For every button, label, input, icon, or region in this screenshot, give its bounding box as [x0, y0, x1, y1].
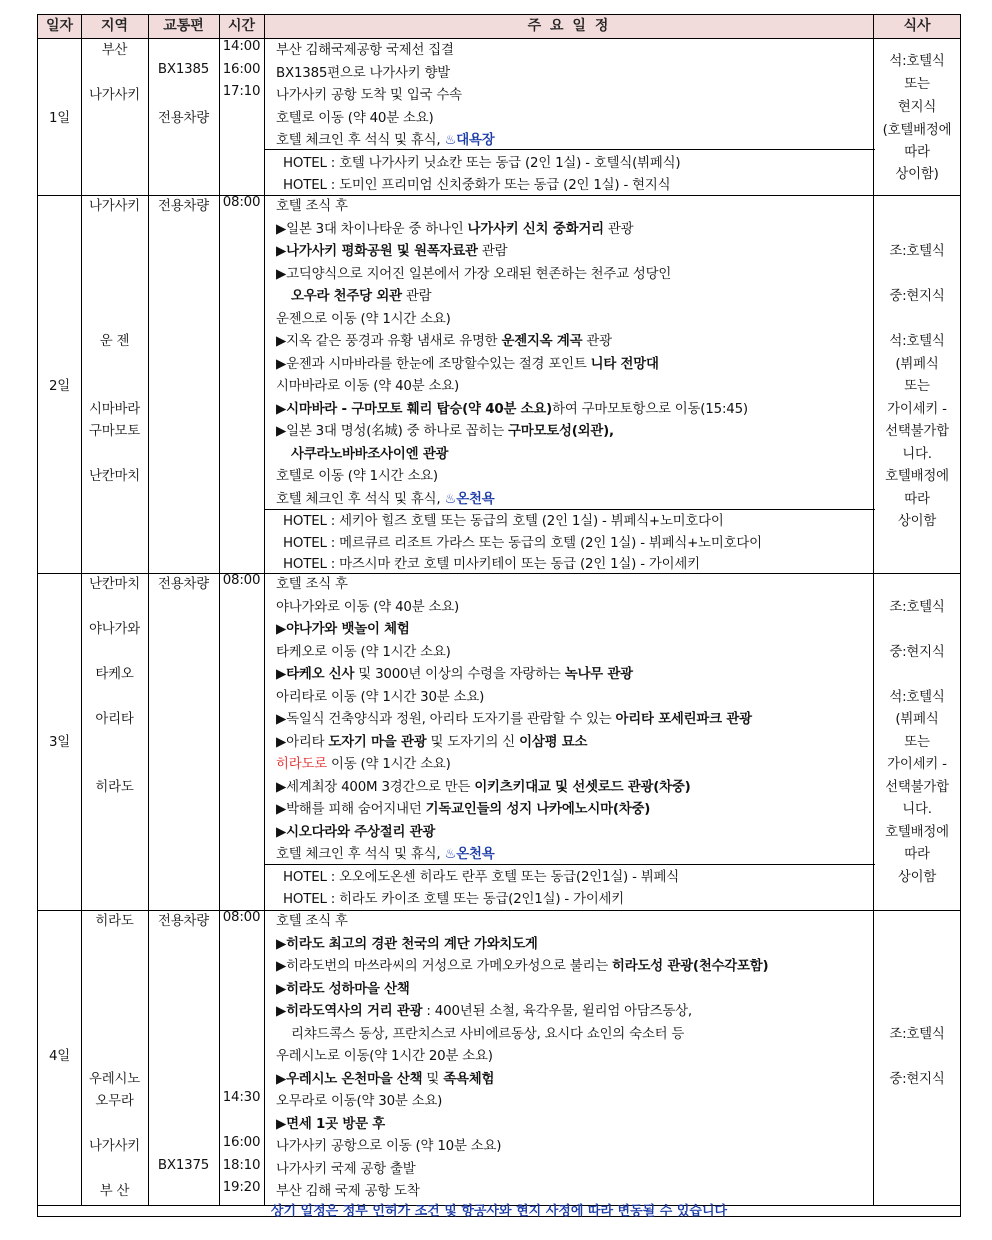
highlight-text: 도자기 마을 관광 [328, 735, 427, 750]
region: 부 산 [99, 1184, 130, 1199]
schedule-line: 호텔로 이동 (약 40분 소요) [276, 111, 434, 126]
meal: 가이세키 - [887, 757, 947, 772]
meal: 선택불가합 [885, 424, 949, 439]
region: 히라도 [95, 780, 134, 795]
highlight-text: 이삼평 묘소 [519, 735, 588, 750]
meal: (뷔페식 [895, 357, 939, 372]
time: 08:00 [222, 195, 261, 210]
schedule-line [276, 129, 495, 148]
meal: 중:현지식 [889, 1072, 945, 1087]
day-row-3 [38, 573, 960, 911]
schedule-text: ▶아리타 [276, 735, 329, 750]
meal: 중:현지식 [889, 289, 945, 304]
schedule-line: 사쿠라노바바조사이엔 관광 [291, 447, 449, 462]
schedule-text: : 400년된 소철, 육각우물, 윌리엄 아담즈동상, [422, 1004, 692, 1019]
hotel-option: HOTEL : 마즈시마 칸코 호텔 미사키테이 또는 동급 (2인 1실) - 가이세키 [283, 557, 700, 572]
header-schedule: 주 요 일 정 [527, 18, 611, 34]
region: 우레시노 [89, 1072, 140, 1087]
schedule-line [276, 731, 587, 750]
schedule-line [276, 353, 659, 372]
day-row-1 [38, 39, 960, 196]
spa-badge: ♨온천욕 [444, 492, 495, 507]
header-time: 시간 [227, 18, 256, 34]
schedule-line: 호텔로 이동 (약 1시간 소요) [276, 469, 438, 484]
disclaimer-footer: 상기 일정은 정부 인허가 조건 및 항공사와 현지 사정에 따라 변동될 수 있습니다 [38, 1205, 960, 1218]
schedule-line: 나가사키 국제 공항 출발 [276, 1162, 416, 1177]
meal: 또는 [904, 379, 930, 394]
schedule-line [276, 488, 495, 507]
schedule-line [276, 1068, 494, 1087]
region: 구마모토 [89, 424, 140, 439]
schedule-line: 부산 김해 국제 공항 도착 [276, 1184, 420, 1199]
spa-badge: ♨대욕장 [444, 133, 495, 148]
meal: 상이함 [897, 870, 937, 885]
header-transport: 교통편 [163, 18, 204, 34]
region: 오무라 [95, 1094, 134, 1109]
schedule-text: 및 3000년 이상의 수령을 자랑하는 [354, 667, 565, 682]
region: 난칸마치 [89, 577, 140, 592]
meal: 니다. [902, 447, 932, 462]
meal: 따라 [904, 145, 930, 160]
schedule-text: ▶일본 3대 명성(名城) 중 하나로 꼽히는 [276, 424, 509, 439]
transport: BX1385 [157, 62, 210, 77]
header-day: 일자 [45, 18, 74, 34]
schedule-line: 타케오로 이동 (약 1시간 소요) [276, 645, 451, 660]
schedule-line: ▶고딕양식으로 지어진 일본에서 가장 오래된 현존하는 천주교 성당인 [276, 267, 672, 282]
transport: 전용차량 [158, 111, 209, 126]
schedule-text: 호텔 체크인 후 석식 및 휴식, [276, 492, 445, 507]
meal: 호텔배정에 [885, 469, 949, 484]
hotel-option: HOTEL : 히라도 카이조 호텔 또는 동급(2인1실) - 가이세키 [283, 892, 625, 907]
highlight-text: ▶시마바라 - 구마모토 훼리 탑승(약 40분 소요) [276, 402, 553, 417]
schedule-text: 관람 [401, 289, 432, 304]
region: 나가사키 [89, 1139, 140, 1154]
schedule-text: 관광 [603, 222, 634, 237]
schedule-text: 및 [422, 1072, 444, 1087]
hotel-option: HOTEL : 메르큐르 리조트 가라스 또는 동급의 호텔 (2인 1실) - 뷔페식+노미호다이 [283, 536, 762, 551]
schedule-text: 하여 구마모토항으로 이동(15:45) [552, 402, 748, 417]
schedule-text: ▶박해를 피해 숨어지내던 [276, 802, 426, 817]
meal: 석:호텔식 [889, 334, 945, 349]
schedule-text: 호텔 체크인 후 석식 및 휴식, [276, 133, 445, 148]
schedule-text: ▶일본 3대 차이나타운 중 하나인 [276, 222, 468, 237]
schedule-line [276, 708, 752, 727]
schedule-line: 나가사키 공항으로 이동 (약 10분 소요) [276, 1139, 502, 1154]
schedule-text: 및 도자기의 신 [426, 735, 520, 750]
schedule-text: 이동 (약 1시간 소요) [326, 757, 451, 772]
schedule-line: BX1385편으로 나가사키 향발 [276, 66, 450, 81]
time: 14:00 [222, 39, 261, 54]
schedule-line [291, 285, 431, 304]
schedule-text: 관광 [582, 334, 612, 349]
hotel-divider [265, 864, 875, 865]
region: 히라도 [95, 914, 134, 929]
time: 19:20 [222, 1180, 261, 1195]
schedule-line [276, 398, 748, 417]
hotel-option: HOTEL : 호텔 나가사키 닛쇼칸 또는 동급 (2인 1실) - 호텔식(뷔페식) [283, 156, 681, 171]
highlight-text: ▶우레시노 온천마을 산책 [276, 1072, 423, 1087]
highlight-text: 녹나무 관광 [564, 667, 633, 682]
transport: 전용차량 [158, 199, 209, 214]
schedule-line: ▶히라도 최고의 경관 천국의 계단 가와치도게 [276, 937, 538, 952]
hotel-option: HOTEL : 오오에도온센 히라도 란푸 호텔 또는 동급(2인1실) - 뷔페식 [283, 870, 680, 885]
day-label: 4일 [48, 1049, 71, 1064]
transport: BX1375 [157, 1158, 210, 1173]
meal: 또는 [904, 735, 930, 750]
meal: 상이함) [895, 167, 939, 182]
spa-badge: ♨온천욕 [444, 847, 495, 862]
highlight-text: 나가사키 신치 중화거리 [467, 222, 604, 237]
schedule-line: 운젠으로 이동 (약 1시간 소요) [276, 312, 451, 327]
transport: 전용차량 [158, 577, 209, 592]
schedule-line [276, 753, 451, 772]
day-label: 3일 [48, 735, 71, 750]
schedule-line [276, 330, 612, 349]
day-label: 2일 [48, 379, 71, 394]
meal: 석:호텔식 [889, 690, 945, 705]
meal: 중:현지식 [889, 645, 945, 660]
schedule-line: 나가사키 공항 도착 및 입국 수속 [276, 88, 462, 103]
schedule-line [276, 776, 691, 795]
schedule-line: 리챠드콕스 동상, 프란치스코 사비에르동상, 요시다 쇼인의 숙소터 등 [291, 1027, 685, 1042]
schedule-line [276, 955, 768, 974]
time: 18:10 [222, 1158, 261, 1173]
highlight-text: 족욕체험 [443, 1072, 495, 1087]
schedule-line: 우레시노로 이동(약 1시간 20분 소요) [276, 1049, 493, 1064]
meal: 조:호텔식 [889, 244, 945, 259]
highlight-text: 히라도성 관광(천수각포함) [612, 959, 769, 974]
highlight-text: 이키츠키대교 및 선셋로드 관광(차중) [474, 780, 691, 795]
region: 아리타 [95, 712, 134, 727]
schedule-text: ▶운젠과 시마바라를 한눈에 조망할수있는 절경 포인트 [276, 357, 591, 372]
schedule-line: ▶야나가와 뱃놀이 체험 [276, 622, 410, 637]
time: 17:10 [222, 84, 261, 99]
meal: 가이세키 - [887, 402, 947, 417]
region: 타케오 [95, 667, 134, 682]
hotel-option: HOTEL : 세키아 힐즈 호텔 또는 동급의 호텔 (2인 1실) - 뷔페식+노미호다이 [283, 514, 724, 529]
meal: 상이함 [897, 514, 937, 529]
meal: 따라 [904, 492, 930, 507]
region: 나가사키 [89, 88, 140, 103]
meal: 조:호텔식 [889, 600, 945, 615]
time: 08:00 [222, 573, 261, 588]
meal: (호텔배정에 [882, 123, 952, 138]
time: 14:30 [222, 1090, 261, 1105]
time: 16:00 [222, 62, 261, 77]
region: 야나가와 [89, 622, 140, 637]
schedule-line: 오무라로 이동(약 30분 소요) [276, 1094, 443, 1109]
meal: 호텔배정에 [885, 825, 949, 840]
meal: 따라 [904, 847, 930, 862]
schedule-text: ▶지옥 같은 풍경과 유황 냄새로 유명한 [276, 334, 502, 349]
table-header [38, 15, 960, 39]
schedule-text: 관람 [477, 244, 508, 259]
region: 부산 [101, 43, 128, 58]
schedule-line [276, 843, 495, 862]
meal: 석:호텔식 [889, 54, 945, 69]
schedule-line: 시마바라로 이동 (약 40분 소요) [276, 379, 460, 394]
schedule-line: ▶시오다라와 주상절리 관광 [276, 825, 436, 840]
highlight-text: 기독교인들의 성지 나카에노시마(차중) [425, 802, 651, 817]
header-region: 지역 [100, 18, 129, 34]
day-row-2 [38, 195, 960, 574]
schedule-line [276, 798, 650, 817]
hotel-divider [265, 149, 875, 150]
schedule-text: ▶히라도번의 마쓰라씨의 거성으로 가메오카성으로 불리는 [276, 959, 613, 974]
highlight-text: 구마모토성(외관), [508, 424, 614, 439]
schedule-line: 아리타로 이동 (약 1시간 30분 소요) [276, 690, 485, 705]
time: 08:00 [222, 910, 261, 925]
schedule-line [276, 420, 614, 439]
transport: 전용차량 [158, 914, 209, 929]
schedule-line: ▶면세 1곳 방문 후 [276, 1117, 386, 1132]
schedule-text: 호텔 체크인 후 석식 및 휴식, [276, 847, 445, 862]
region: 운 젠 [99, 334, 130, 349]
highlight-text: ▶타케오 신사 [276, 667, 355, 682]
schedule-line: ▶히라도 성하마을 산책 [276, 982, 410, 997]
day-row-4 [38, 910, 960, 1205]
schedule-text: ▶세계최장 400M 3경간으로 만든 [276, 780, 475, 795]
meal: 선택불가합 [885, 780, 949, 795]
highlight-text: ▶히라도역사의 거리 관광 [276, 1004, 423, 1019]
hotel-option: HOTEL : 도미인 프리미엄 신치중화가 또는 동급 (2인 1실) - 현지식 [283, 178, 671, 193]
region: 나가사키 [89, 199, 140, 214]
header-meal: 식사 [903, 18, 931, 34]
schedule-line [276, 1000, 692, 1019]
schedule-text: ▶독일식 건축양식과 정원, 아리타 도자기를 관람할 수 있는 [276, 712, 616, 727]
day-label: 1일 [48, 111, 71, 126]
time: 16:00 [222, 1135, 261, 1150]
highlight-text: 니타 전망대 [590, 357, 659, 372]
schedule-line: 야나가와로 이동 (약 40분 소요) [276, 600, 460, 615]
schedule-line: 호텔 조식 후 [276, 199, 348, 214]
highlight-text: ▶나가사키 평화공원 및 원폭자료관 [276, 244, 478, 259]
itinerary-table [37, 14, 961, 1217]
region: 난칸마치 [89, 469, 140, 484]
meal: 니다. [902, 802, 932, 817]
region: 시마바라 [89, 402, 140, 417]
meal: 또는 [904, 77, 930, 92]
schedule-line: 부산 김해국제공항 국제선 집결 [276, 43, 454, 58]
schedule-line: 호텔 조식 후 [276, 914, 348, 929]
schedule-line [276, 240, 507, 259]
highlight-text: 아리타 포세린파크 관광 [615, 712, 752, 727]
schedule-line [276, 218, 633, 237]
meal: 조:호텔식 [889, 1027, 945, 1042]
highlight-text: 운젠지옥 계곡 [501, 334, 583, 349]
schedule-line: 호텔 조식 후 [276, 577, 348, 592]
meal: 현지식 [897, 100, 937, 115]
highlight-text: 오우라 천주당 외관 [291, 289, 402, 304]
meal: (뷔페식 [895, 712, 939, 727]
schedule-line [276, 663, 633, 682]
highlight-text: 히라도로 [276, 757, 327, 772]
